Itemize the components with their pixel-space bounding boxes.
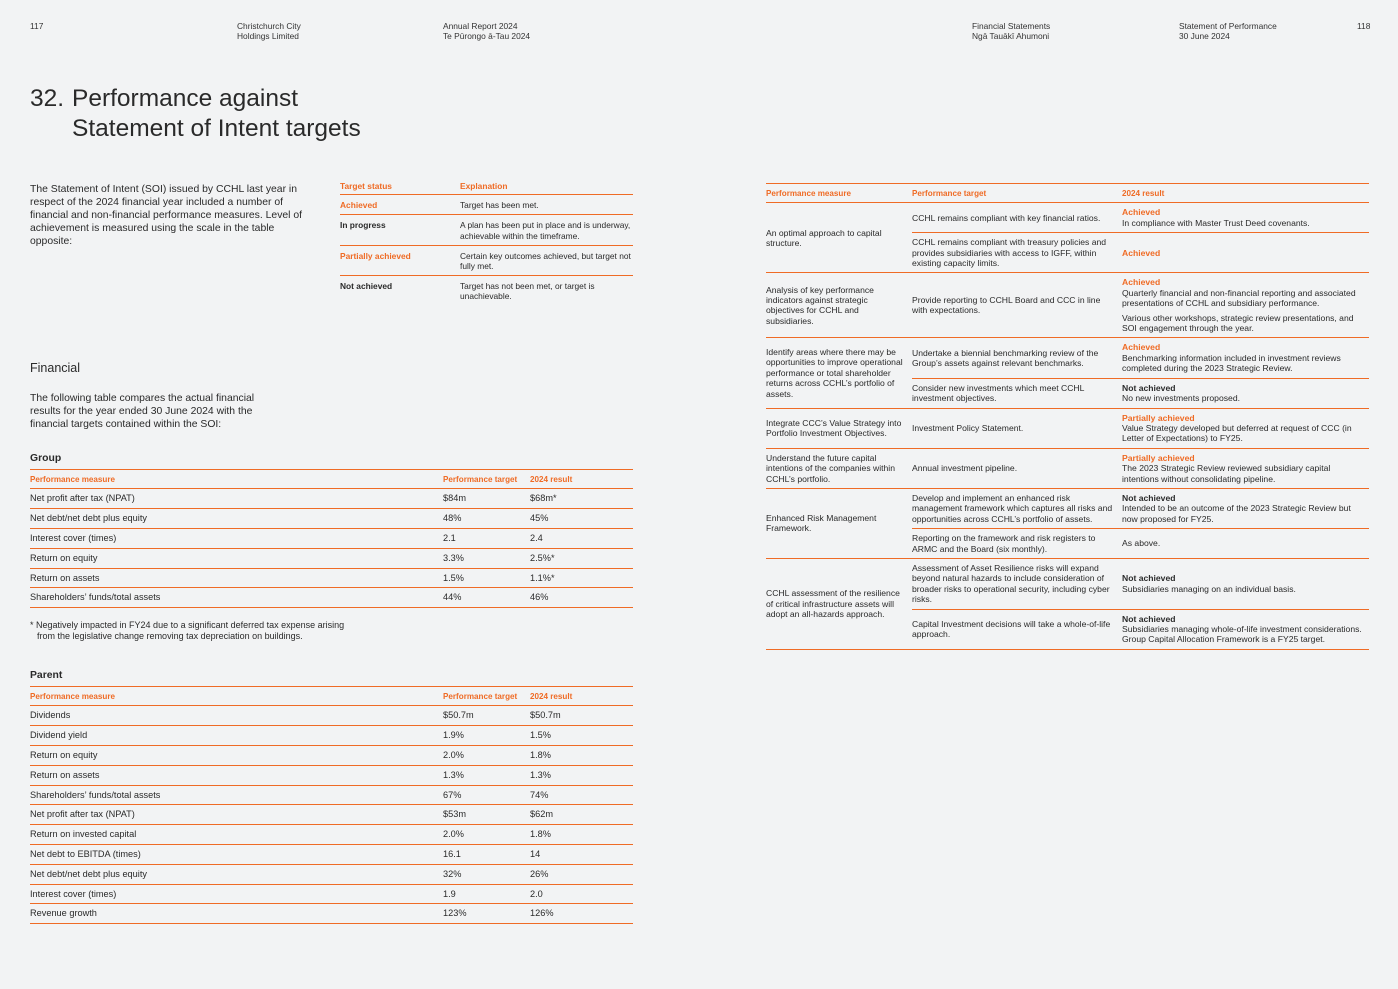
- table-row: [30, 904, 633, 924]
- result-cell: [1122, 529, 1369, 559]
- result-status: Not achieved: [1122, 573, 1176, 584]
- table-row: [30, 509, 633, 529]
- measure-cell: Return on assets: [30, 765, 443, 785]
- table-row: [30, 588, 633, 608]
- result-cell: 14: [530, 844, 633, 864]
- result-cell: [1122, 448, 1369, 488]
- target-cell: Consider new investments which meet CCHL investment objectives.: [912, 378, 1122, 408]
- status-label: In progress: [340, 215, 460, 245]
- group-column-header: Performance measure: [30, 470, 443, 489]
- target-cell: 1.3%: [443, 765, 530, 785]
- result-cell: 1.5%: [530, 726, 633, 746]
- financial-intro: The following table compares the actual financial results for the year ended 30 June 2024 with the financial targets contained within the SOI:: [30, 393, 255, 430]
- group-column-header: Performance target: [443, 470, 530, 489]
- measure-cell: Interest cover (times): [30, 529, 443, 549]
- performance-table: [766, 183, 1369, 650]
- target-cell: 44%: [443, 588, 530, 608]
- financial-heading: Financial: [30, 361, 81, 375]
- performance-row: [766, 558, 1369, 609]
- status-explanation: Certain key outcomes achieved, but target not fully met.: [460, 245, 633, 275]
- parent-column-header: Performance target: [443, 687, 530, 706]
- result-cell: 1.8%: [530, 825, 633, 845]
- performance-column-header: Performance target: [912, 184, 1122, 203]
- result-detail: Benchmarking information included in investment reviews completed during the 2023 Strategic Review.: [1122, 352, 1341, 374]
- status-label: Achieved: [340, 195, 460, 215]
- measure-cell: Return on equity: [30, 548, 443, 568]
- target-cell: 3.3%: [443, 548, 530, 568]
- table-row: [30, 805, 633, 825]
- result-cell: 1.3%: [530, 765, 633, 785]
- measure-cell: Net profit after tax (NPAT): [30, 489, 443, 509]
- performance-header-row: [766, 184, 1369, 203]
- result-status: Not achieved: [1122, 613, 1176, 624]
- result-status: Achieved: [1122, 342, 1161, 353]
- measure-cell: Return on assets: [30, 568, 443, 588]
- table-row: [30, 864, 633, 884]
- status-explanation: Target has been met.: [460, 195, 633, 215]
- group-footnote: [30, 620, 410, 642]
- performance-row: [766, 448, 1369, 488]
- parent-label: Parent: [30, 670, 63, 681]
- status-header: Target status: [340, 181, 460, 195]
- header-report: Annual Report 2024 Te Pūrongo ā-Tau 2024: [443, 21, 531, 41]
- target-cell: $53m: [443, 805, 530, 825]
- result-status: Partially achieved: [1122, 412, 1195, 423]
- measure-cell: Shareholders’ funds/total assets: [30, 785, 443, 805]
- result-status: Not achieved: [1122, 492, 1176, 503]
- parent-column-header: Performance measure: [30, 687, 443, 706]
- result-cell: [1122, 378, 1369, 408]
- table-row: [30, 746, 633, 766]
- measure-cell: Net debt to EBITDA (times): [30, 844, 443, 864]
- measure-cell: Integrate CCC’s Value Strategy into Portfolio Investment Objectives.: [766, 408, 912, 448]
- target-cell: 2.0%: [443, 825, 530, 845]
- explanation-header: Explanation: [460, 181, 633, 195]
- result-cell: [1122, 203, 1369, 233]
- target-cell: 1.9%: [443, 726, 530, 746]
- result-cell: 1.1%*: [530, 568, 633, 588]
- group-table: [30, 469, 633, 608]
- result-cell: 45%: [530, 509, 633, 529]
- table-row: [30, 765, 633, 785]
- result-extra-detail: Various other workshops, strategic review presentations, and SOI engagement through the year.: [1122, 312, 1354, 334]
- performance-row: [766, 203, 1369, 233]
- measure-cell: Revenue growth: [30, 904, 443, 924]
- target-cell: 1.9: [443, 884, 530, 904]
- target-cell: Annual investment pipeline.: [912, 448, 1122, 488]
- target-cell: Investment Policy Statement.: [912, 408, 1122, 448]
- result-detail: As above.: [1122, 538, 1161, 549]
- group-label: Group: [30, 453, 62, 464]
- measure-cell: Net profit after tax (NPAT): [30, 805, 443, 825]
- performance-column-header: Performance measure: [766, 184, 912, 203]
- result-status: Not achieved: [1122, 382, 1176, 393]
- target-cell: CCHL remains compliant with treasury policies and provides subsidiaries with access to IGFF, within existing capacity limits.: [912, 233, 1122, 273]
- target-cell: 2.1: [443, 529, 530, 549]
- page-title: [30, 84, 361, 144]
- result-status: Achieved: [1122, 207, 1161, 218]
- measure-cell: Net debt/net debt plus equity: [30, 509, 443, 529]
- performance-row: [766, 338, 1369, 378]
- result-cell: [1122, 558, 1369, 609]
- result-cell: 2.0: [530, 884, 633, 904]
- measure-cell: Shareholders’ funds/total assets: [30, 588, 443, 608]
- parent-table: [30, 686, 633, 924]
- result-cell: 46%: [530, 588, 633, 608]
- measure-cell: Interest cover (times): [30, 884, 443, 904]
- performance-row: [766, 488, 1369, 528]
- measure-cell: Return on equity: [30, 746, 443, 766]
- status-label: Not achieved: [340, 281, 393, 292]
- result-status: Achieved: [1122, 247, 1161, 258]
- header-statement: Statement of Performance 30 June 2024: [1179, 21, 1277, 41]
- parent-header-row: [30, 687, 633, 706]
- target-cell: Capital Investment decisions will take a whole-of-life approach.: [912, 609, 1122, 649]
- measure-cell: Analysis of key performance indicators against strategic objectives for CCHL and subsidiaries.: [766, 273, 912, 338]
- result-cell: [1122, 609, 1369, 649]
- target-cell: 123%: [443, 904, 530, 924]
- result-cell: $68m*: [530, 489, 633, 509]
- status-label: Partially achieved: [340, 245, 460, 275]
- target-cell: 67%: [443, 785, 530, 805]
- result-cell: 1.8%: [530, 746, 633, 766]
- table-row: [30, 726, 633, 746]
- result-cell: 126%: [530, 904, 633, 924]
- performance-row: [766, 408, 1369, 448]
- page-number-left: 117: [30, 21, 44, 31]
- group-column-header: 2024 result: [530, 470, 633, 489]
- table-row: [30, 884, 633, 904]
- status-row: [340, 276, 633, 306]
- result-detail: Subsidiaries managing on an individual basis.: [1122, 583, 1296, 594]
- target-cell: 16.1: [443, 844, 530, 864]
- result-status: Achieved: [1122, 277, 1161, 288]
- group-header-row: [30, 470, 633, 489]
- table-row: [30, 825, 633, 845]
- result-detail: Intended to be an outcome of the 2023 Strategic Review but now proposed for FY25.: [1122, 503, 1351, 524]
- intro-paragraph: The Statement of Intent (SOI) issued by CCHL last year in respect of the 2024 financial year included a number of financial and non-financial performance measures. Level of achievement is measured using the scale in the table opposite:: [30, 184, 303, 247]
- table-row: [30, 844, 633, 864]
- measure-cell: Net debt/net debt plus equity: [30, 864, 443, 884]
- performance-row: [766, 273, 1369, 338]
- target-cell: CCHL remains compliant with key financial ratios.: [912, 203, 1122, 233]
- result-status: Partially achieved: [1122, 452, 1195, 463]
- result-cell: 2.5%*: [530, 548, 633, 568]
- target-cell: Undertake a biennial benchmarking review of the Group’s assets against relevant benchmarks.: [912, 338, 1122, 378]
- measure-cell: Dividends: [30, 706, 443, 726]
- result-cell: [1122, 233, 1369, 273]
- performance-column-header: 2024 result: [1122, 184, 1369, 203]
- status-explanation: Target has not been met, or target is unachievable.: [460, 281, 595, 302]
- target-cell: $50.7m: [443, 706, 530, 726]
- table-row: [30, 706, 633, 726]
- measure-cell: CCHL assessment of the resilience of critical infrastructure assets will adopt an all-hazards approach.: [766, 558, 912, 649]
- result-cell: 26%: [530, 864, 633, 884]
- table-row: [30, 785, 633, 805]
- result-detail: The 2023 Strategic Review reviewed subsidiary capital intentions without consolidating pipeline.: [1122, 463, 1331, 484]
- result-cell: $50.7m: [530, 706, 633, 726]
- header-organisation: Christchurch City Holdings Limited: [237, 21, 301, 41]
- result-cell: $62m: [530, 805, 633, 825]
- measure-cell: An optimal approach to capital structure.: [766, 203, 912, 273]
- target-cell: 1.5%: [443, 568, 530, 588]
- measure-cell: Enhanced Risk Management Framework.: [766, 488, 912, 558]
- header-section: Financial Statements Ngā Tauākī Ahumoni: [972, 21, 1051, 41]
- target-cell: 32%: [443, 864, 530, 884]
- result-cell: 74%: [530, 785, 633, 805]
- result-cell: [1122, 408, 1369, 448]
- result-detail: In compliance with Master Trust Deed covenants.: [1122, 217, 1310, 228]
- target-cell: Provide reporting to CCHL Board and CCC in line with expectations.: [912, 273, 1122, 338]
- parent-column-header: 2024 result: [530, 687, 633, 706]
- result-cell: [1122, 273, 1369, 338]
- table-row: [30, 489, 633, 509]
- measure-cell: Identify areas where there may be opportunities to improve operational performance or total shareholder returns across CCHL’s portfolio of assets.: [766, 338, 912, 408]
- status-row: [340, 195, 633, 215]
- title-line-2: Statement of Intent targets: [72, 115, 361, 142]
- status-row: [340, 245, 633, 275]
- result-detail: Value Strategy developed but deferred at request of CCC (in Letter of Expectations) to FY25.: [1122, 422, 1352, 444]
- target-cell: Reporting on the framework and risk registers to ARMC and the Board (six monthly).: [912, 529, 1122, 559]
- result-detail: Subsidiaries managing whole-of-life investment considerations. Group Capital Allocation Framework is a FY25 target.: [1122, 624, 1362, 645]
- measure-cell: Return on invested capital: [30, 825, 443, 845]
- target-cell: Assessment of Asset Resilience risks will expand beyond natural hazards to include consideration of broader risks to operational security, including cyber risks.: [912, 558, 1122, 609]
- result-cell: [1122, 488, 1369, 528]
- table-row: [30, 529, 633, 549]
- measure-cell: Dividend yield: [30, 726, 443, 746]
- status-explanation: A plan has been put in place and is underway, achievable within the timeframe.: [460, 215, 633, 245]
- target-cell: Develop and implement an enhanced risk management framework which captures all risks and opportunities across CCHL’s portfolio of assets.: [912, 488, 1122, 528]
- result-cell: [1122, 338, 1369, 378]
- target-status-table: [340, 181, 633, 306]
- result-detail: Quarterly financial and non-financial reporting and associated presentations of CCHL and subsidiary performance.: [1122, 287, 1356, 309]
- result-detail: No new investments proposed.: [1122, 393, 1240, 404]
- table-row: [30, 568, 633, 588]
- footnote-line: from the legislative change removing tax depreciation on buildings.: [37, 630, 303, 641]
- measure-cell: Understand the future capital intentions of the companies within CCHL’s portfolio.: [766, 448, 912, 488]
- target-cell: 48%: [443, 509, 530, 529]
- title-line-1: Performance against: [72, 85, 299, 112]
- page-number-right: 118: [1357, 21, 1371, 31]
- section-number: 32.: [30, 85, 65, 112]
- table-row: [30, 548, 633, 568]
- target-cell: 2.0%: [443, 746, 530, 766]
- target-cell: $84m: [443, 489, 530, 509]
- result-cell: 2.4: [530, 529, 633, 549]
- status-row: [340, 215, 633, 245]
- footnote-line: * Negatively impacted in FY24 due to a significant deferred tax expense arising: [30, 620, 345, 630]
